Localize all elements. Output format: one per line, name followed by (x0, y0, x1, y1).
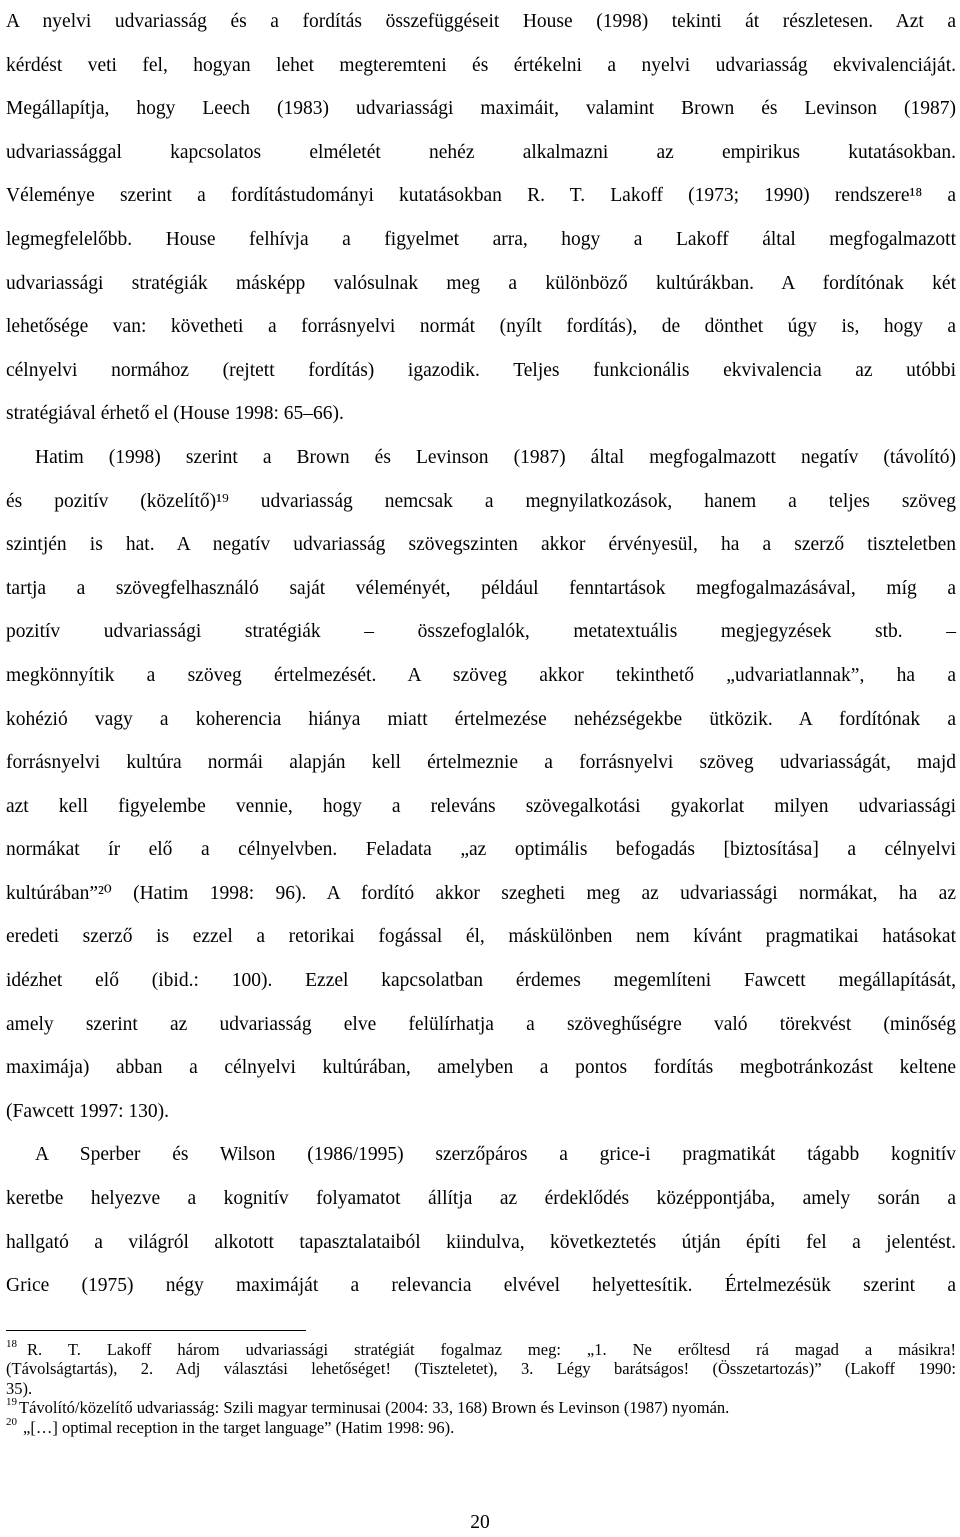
paragraph-2 (6, 436, 956, 1134)
text-line: kérdést veti fel, hogyan lehet megteremteni és értékelni a nyelvi udvariasság ekvivalenciáját. (6, 54, 956, 76)
text-line: idézhet elő (ibid.: 100). Ezzel kapcsolatban érdemes megemlíteni Fawcett megállapítását, (6, 970, 956, 992)
paragraph-3 (6, 1133, 956, 1307)
text-line: Megállapítja, hogy Leech (1983) udvariassági maximáit, valamint Brown és Levinson (1987) (6, 98, 956, 120)
page-body (6, 0, 956, 1308)
footnote-text: „[…] optimal reception in the target language” (Hatim 1998: 96). (23, 1417, 455, 1437)
text-line: és pozitív (közelítő)¹⁹ udvariasság nemcsak a megnyilatkozások, hanem a teljes szöveg (6, 490, 956, 512)
text-line: normákat ír elő a célnyelvben. Feladata „az optimális befogadás [biztosítása] a célnyelvi (6, 839, 956, 861)
text-line: udvariassági stratégiák másképp valósulnak meg a különböző kultúrákban. A fordítónak két (6, 272, 956, 294)
text-line: A nyelvi udvariasság és a fordítás összefüggéseit House (1998) tekinti át részletesen. Azt a (6, 11, 956, 32)
footnote-20 (6, 1415, 956, 1437)
text-line: eredeti szerző is ezzel a retorikai fogással él, máskülönben nem kívánt pragmatikai hatásokat (6, 926, 956, 948)
text-line: tartja a szövegfelhasználó saját véleményét, például fenntartások megfogalmazásával, míg a (6, 577, 956, 599)
text-line: A Sperber és Wilson (1986/1995) szerzőpáros a grice-i pragmatikát tágabb kognitív (35, 1144, 956, 1166)
text-line: maximája) abban a célnyelvi kultúrában, amelyben a pontos fordítás megbotránkozást keltene (6, 1057, 956, 1079)
text-line: kohézió vagy a koherencia hiánya miatt értelmezése nehézségekbe ütközik. A fordítónak a (6, 708, 956, 730)
footnote-text: R. T. Lakoff három udvariassági stratégiát fogalmaz meg: „1. Ne erőltesd rá magad a másikra! (27, 1340, 956, 1359)
text-line: lehetősége van: követheti a forrásnyelvi normát (nyílt fordítás), de dönthet úgy is, hogy a (6, 316, 956, 338)
text-line: keretbe helyezve a kognitív folyamatot állítja az érdeklődés középpontjába, amely során a (6, 1188, 956, 1210)
text-line: (Fawcett 1997: 130). (6, 1100, 170, 1122)
text-line: hallgató a világról alkotott tapasztalataiból kiindulva, következtetés útján építi fel a jelentést. (6, 1231, 956, 1253)
footnote-line (6, 1398, 956, 1417)
text-line: pozitív udvariassági stratégiák – összefoglalók, metatextuális megjegyzések stb. – (6, 621, 956, 643)
footnote-mark: 18 (6, 1338, 17, 1350)
footnote-text: Távolító/közelítő udvariasság: Szili magyar terminusai (2004: 33, 168) Brown és Levinson (1987) nyomán. (19, 1398, 730, 1418)
footnote-19 (6, 1398, 956, 1417)
text-line: szintjén is hat. A negatív udvariasság szövegszinten akkor érvényesül, ha a szerző tiszteletben (6, 534, 956, 556)
footnote-mark: 20 (6, 1415, 17, 1428)
text-line: Grice (1975) négy maximáját a relevancia elvével helyettesítik. Értelmezésük szerint a (6, 1275, 956, 1297)
text-line: kultúrában”²⁰ (Hatim 1998: 96). A fordító akkor szegheti meg az udvariassági normákat, ha az (6, 882, 956, 904)
text-line: célnyelvi normához (rejtett fordítás) igazodik. Teljes funkcionális ekvivalencia az utóbbi (6, 359, 956, 381)
text-line: amely szerint az udvariasság elve felülírhatja a szöveghűségre való törekvést (minőség (6, 1013, 956, 1035)
text-line: stratégiával érhető el (House 1998: 65–66). (6, 403, 344, 425)
footnote-line (6, 1415, 956, 1437)
footnote-divider (6, 1330, 306, 1331)
text-line: azt kell figyelembe vennie, hogy a releváns szövegalkotási gyakorlat milyen udvariassági (6, 795, 956, 817)
footnote-mark: 19 (6, 1396, 17, 1409)
footnote-line: (Távolságtartás), 2. Adj választási lehetőséget! (Tiszteletet), 3. Légy barátságos! (Összetartozás)” (Lakoff 1990: (6, 1359, 956, 1379)
footnote-line (6, 1340, 956, 1359)
text-line: Véleménye szerint a fordítástudományi kutatásokban R. T. Lakoff (1973; 1990) rendszere¹⁸ a (6, 185, 956, 207)
text-line: Hatim (1998) szerint a Brown és Levinson (1987) által megfogalmazott negatív (távolító) (35, 446, 956, 468)
footnotes (6, 1340, 956, 1437)
text-line: forrásnyelvi kultúra normái alapján kell értelmeznie a forrásnyelvi szöveg udvariasságát, majd (6, 752, 956, 774)
page-number: 20 (470, 1512, 490, 1533)
text-line: udvariassággal kapcsolatos elméletét nehéz alkalmazni az empirikus kutatásokban. (6, 141, 956, 163)
paragraph-1 (6, 0, 956, 436)
footnote-line: 35). (6, 1378, 33, 1398)
footnote-18 (6, 1340, 956, 1398)
text-line: megkönnyítik a szöveg értelmezését. A szöveg akkor tekinthető „udvariatlannak”, ha a (6, 664, 956, 686)
text-line: legmegfelelőbb. House felhívja a figyelmet arra, hogy a Lakoff által megfogalmazott (6, 228, 956, 250)
